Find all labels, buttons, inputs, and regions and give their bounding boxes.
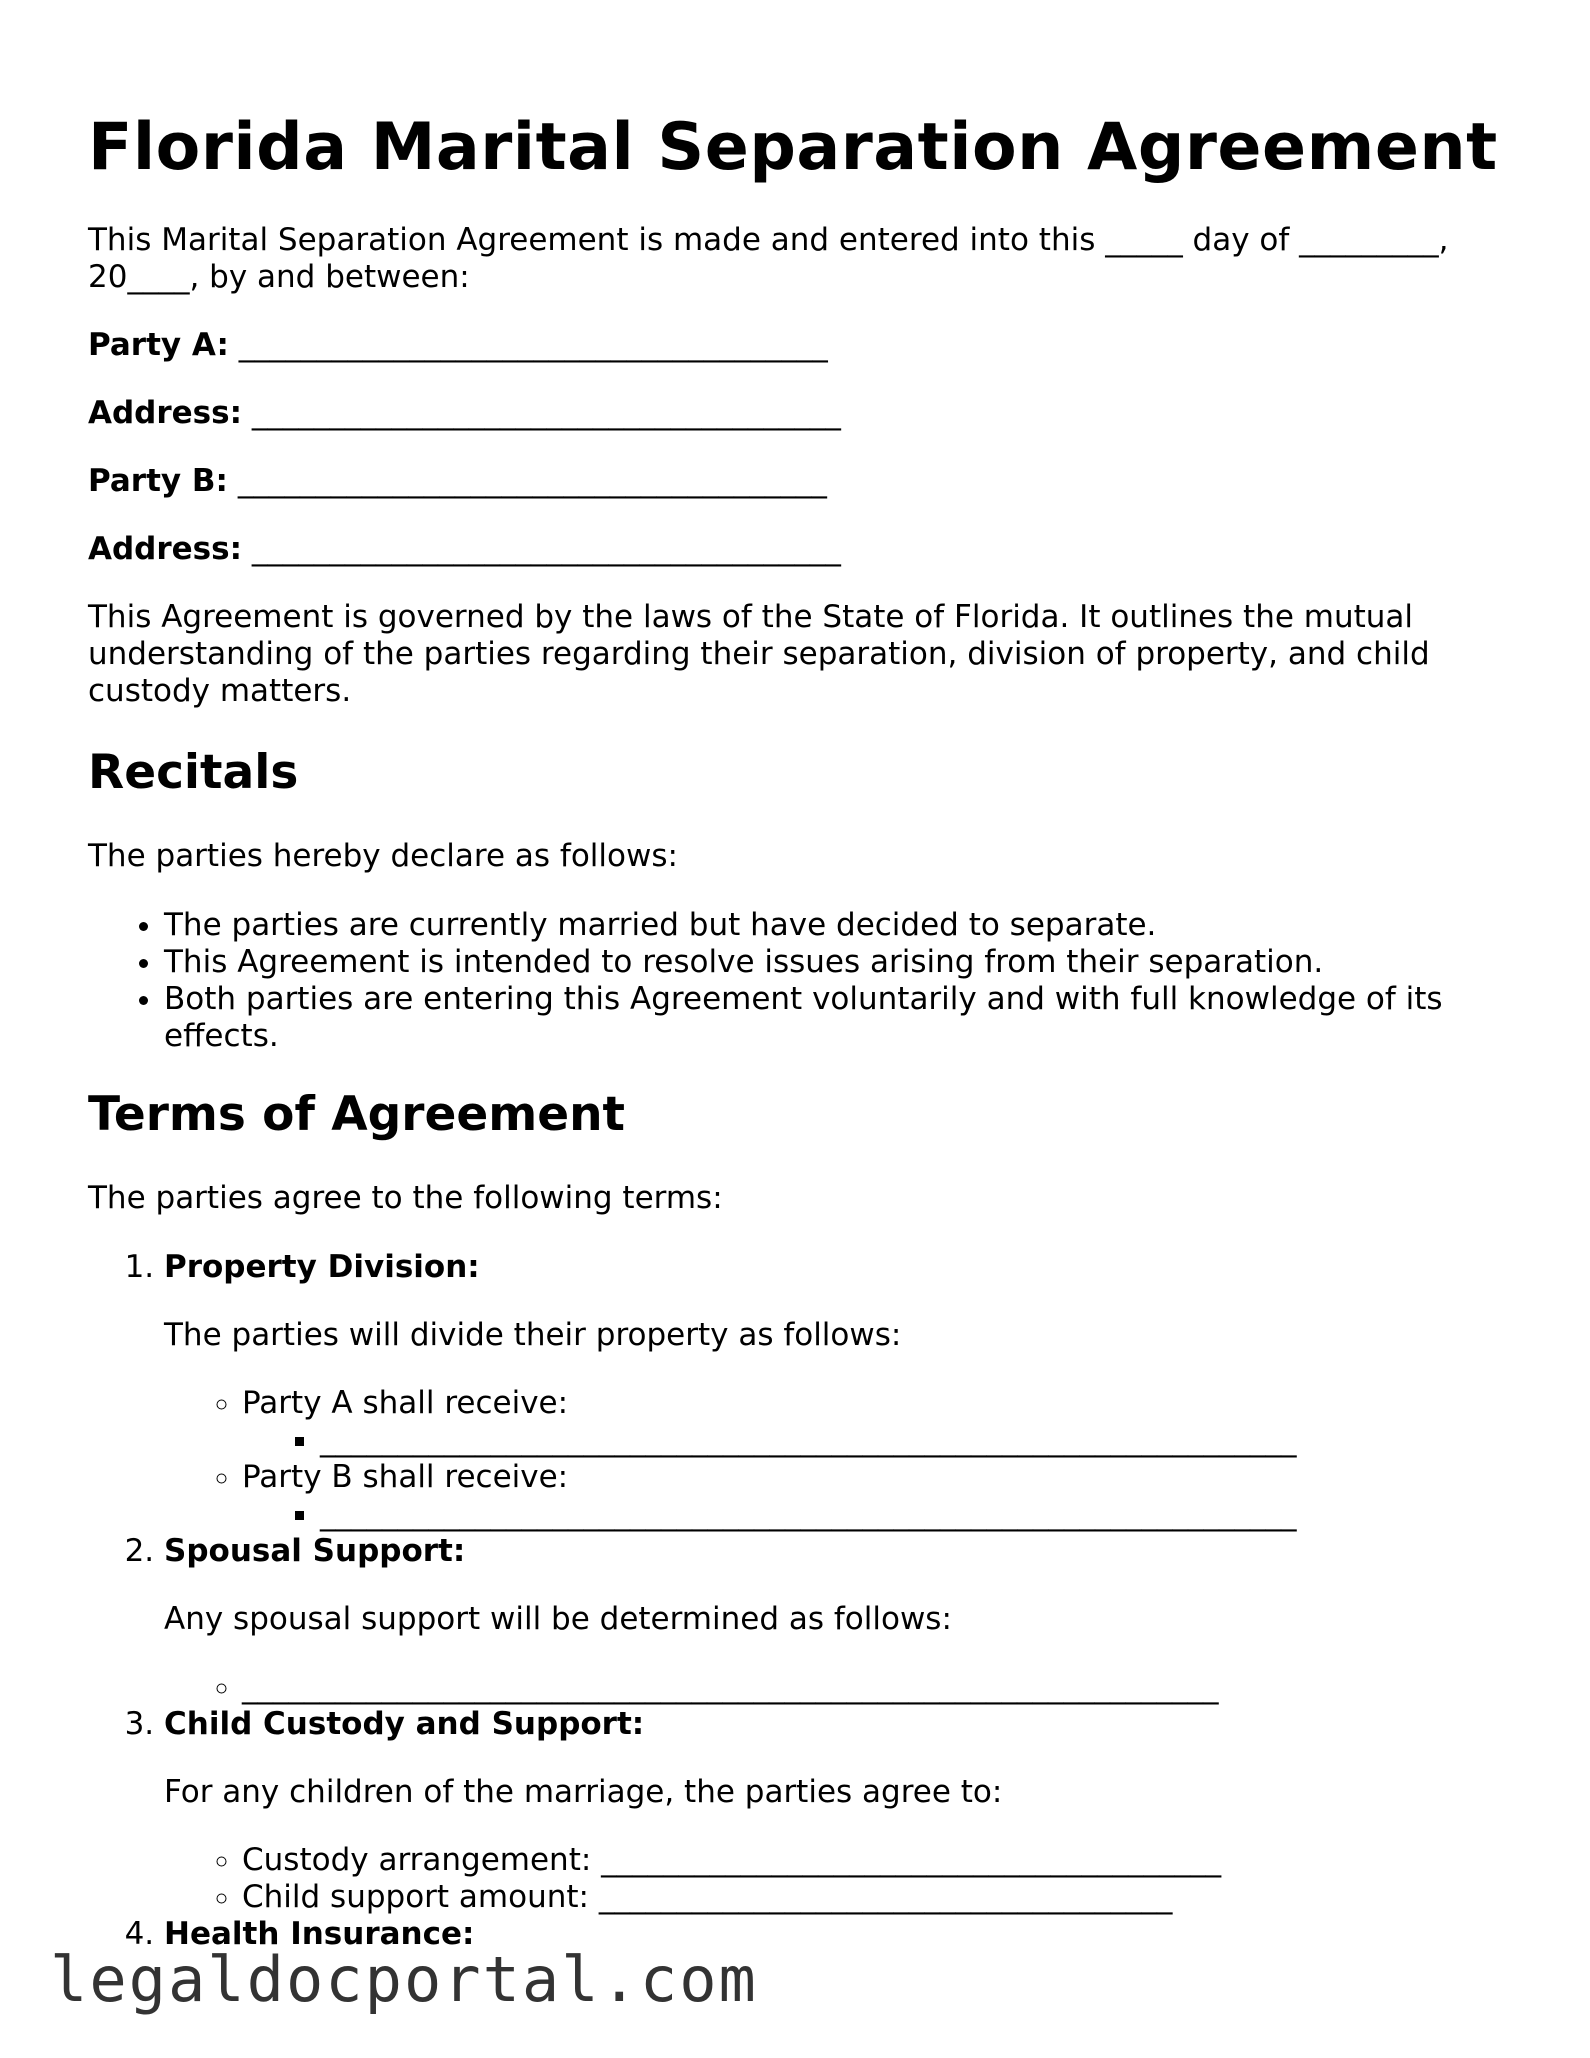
party-b-field [88,463,1508,500]
recitals-heading: Recitals [88,745,299,800]
list-item [320,1422,1508,1459]
term-text: The parties will divide their property as follows: [164,1317,902,1353]
party-a-address-blank[interactable]: ______________________________________ [251,395,841,431]
list-item: • This Agreement is intended to resolve issues arising from their separation. [164,944,1508,981]
party-a-receive-label: Party A shall receive: [242,1385,569,1421]
party-b-address-field [88,531,1508,568]
list-item: • The parties are currently married but have decided to separate. [164,907,1508,944]
party-a-label: Party A: [88,327,229,363]
party-a-address-label: Address: [88,395,242,431]
term-text: Any spousal support will be determined as follows: [164,1601,952,1637]
party-a-receive-list [242,1422,1508,1459]
term-title: 2. Spousal Support: [164,1533,466,1569]
party-b-blank[interactable]: ______________________________________ [237,463,827,499]
list-item [242,1385,1508,1459]
recitals-lead: The parties hereby declare as follows: [88,838,678,874]
list-item [242,1459,1508,1533]
document-title: Florida Marital Separation Agreement [88,110,1498,185]
document-page [88,108,1508,1984]
property-sublist [164,1385,1508,1533]
term-title: 4. Health Insurance: [164,1916,475,1952]
term-text: For any children of the marriage, the parties agree to: [164,1774,1003,1810]
party-a-receive-blank[interactable]: _______________________________________________________________ [320,1422,1297,1458]
party-b-receive-label: Party B shall receive: [242,1459,569,1495]
term-title: 1. Property Division: [164,1249,480,1285]
party-b-label: Party B: [88,463,228,499]
party-b-receive-blank[interactable]: _______________________________________________________________ [320,1496,1297,1532]
spousal-sublist [164,1669,1508,1706]
custody-arrangement-field[interactable]: ◦ Custody arrangement: ________________________________________ [242,1842,1508,1879]
party-b-address-label: Address: [88,531,242,567]
terms-list [88,1249,1508,1953]
term-property-division [164,1249,1508,1533]
child-support-amount-field[interactable]: ◦ Child support amount: _____________________________________ [242,1879,1508,1916]
custody-sublist [164,1842,1508,1916]
list-item [320,1496,1508,1533]
party-b-address-blank[interactable]: ______________________________________ [251,531,841,567]
party-b-receive-list [242,1496,1508,1533]
site-watermark: legaldocportal.com [50,1943,758,2016]
party-a-address-field [88,395,1508,432]
term-child-custody [164,1706,1508,1916]
recitals-list [88,907,1508,1055]
terms-lead: The parties agree to the following terms: [88,1180,723,1216]
list-item [242,1669,1508,1706]
party-a-field [88,327,1508,364]
terms-heading: Terms of Agreement [88,1087,626,1142]
list-item: • Both parties are entering this Agreement voluntarily and with full knowledge of its effects. [164,981,1508,1055]
intro-paragraph: This Marital Separation Agreement is made and entered into this _____ day of _________, 20____, by and between: [88,222,1449,295]
spousal-support-blank[interactable]: _______________________________________________________________ [242,1669,1219,1705]
party-a-blank[interactable]: ______________________________________ [238,327,828,363]
governing-law-paragraph: This Agreement is governed by the laws of the State of Florida. It outlines the mutual understanding of the parties regarding their separation, division of property, and child custody matters. [88,599,1430,709]
term-spousal-support [164,1533,1508,1706]
term-title: 3. Child Custody and Support: [164,1706,645,1742]
